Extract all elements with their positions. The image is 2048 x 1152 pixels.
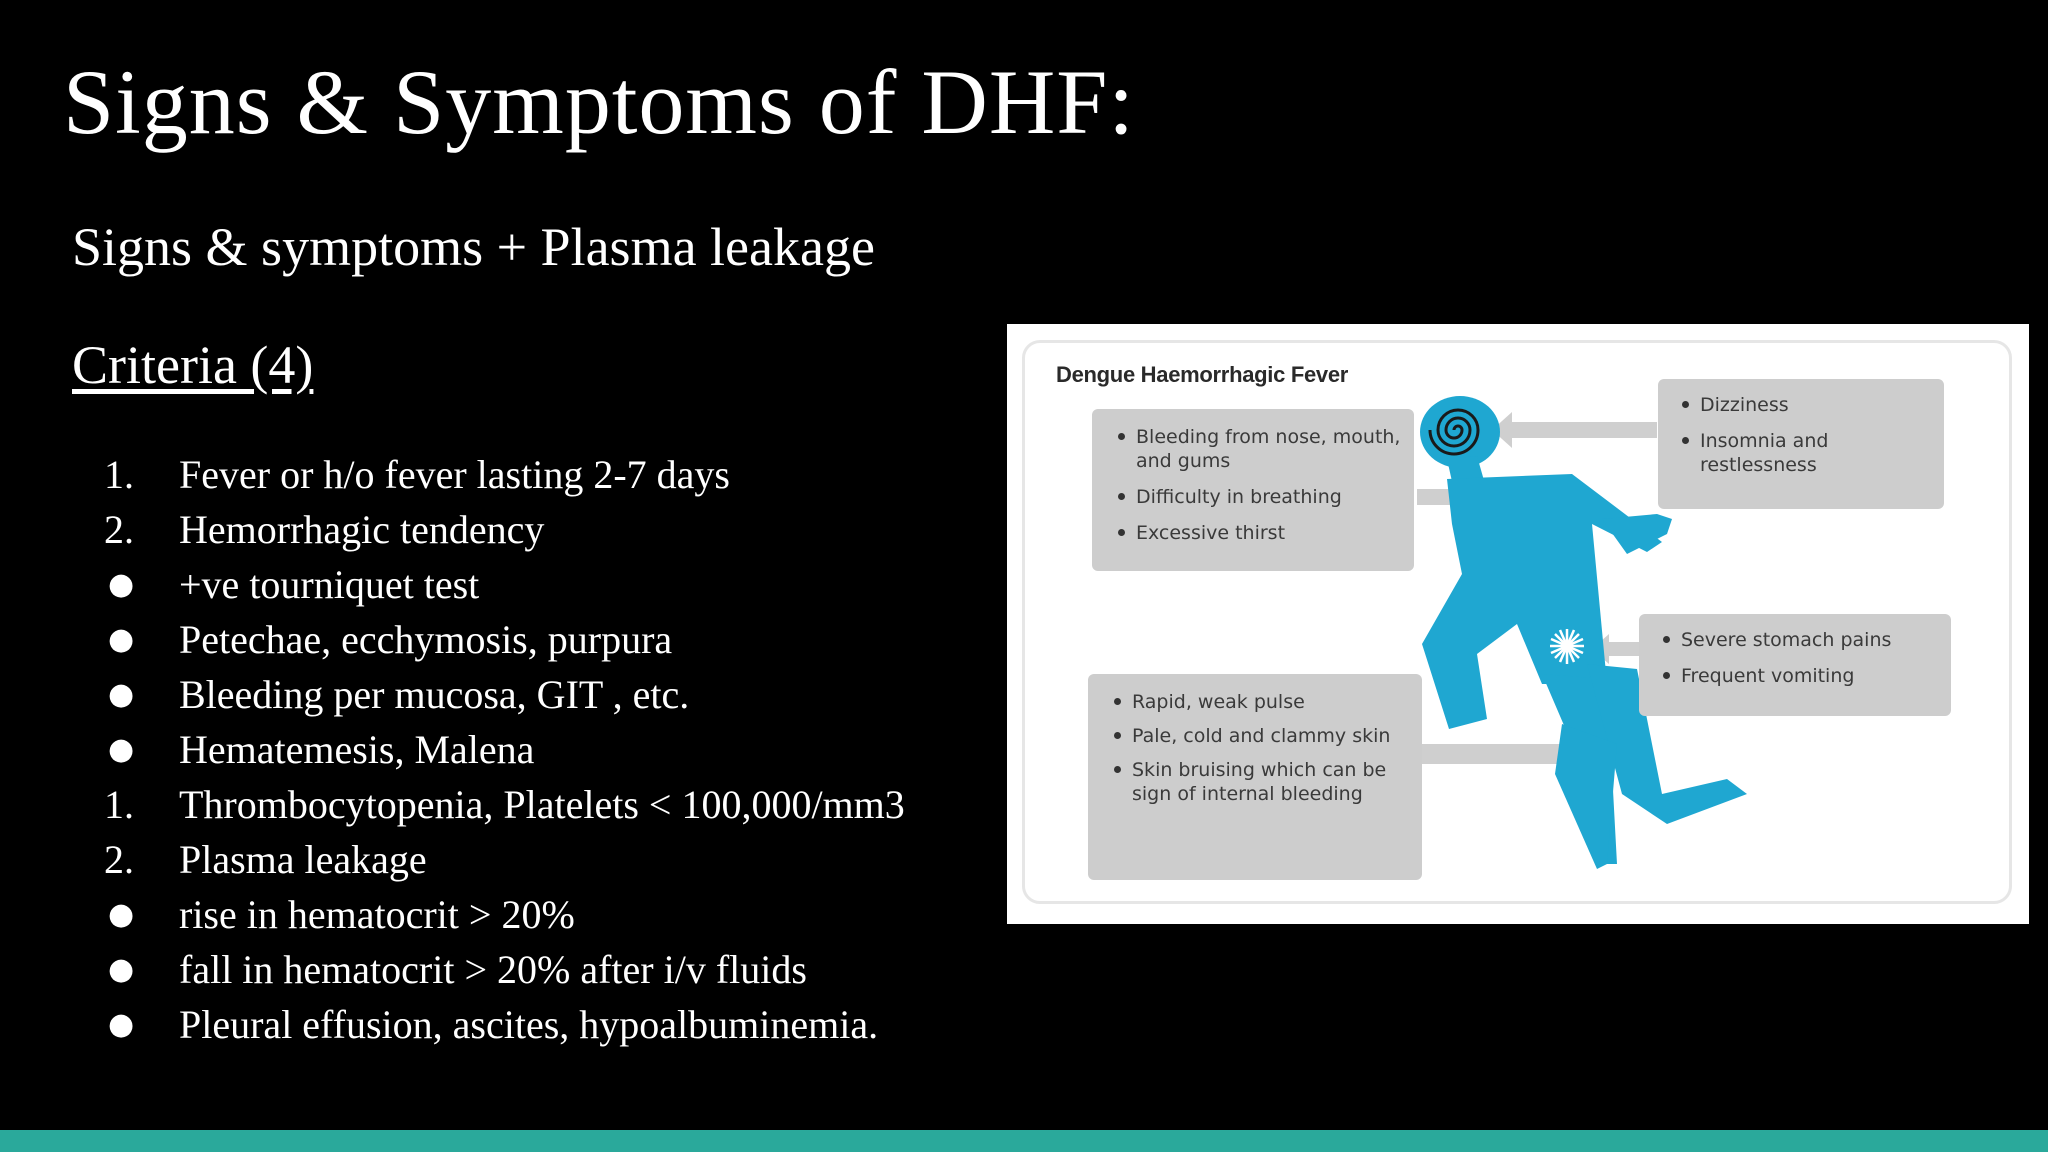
list-item	[100, 722, 905, 777]
list-item-text: Plasma leakage	[179, 837, 427, 882]
list-item	[100, 942, 905, 997]
callout-item: Skin bruising which can be sign of internal bleeding	[1106, 758, 1422, 806]
list-marker: ●	[108, 897, 135, 932]
callout-item: Rapid, weak pulse	[1106, 690, 1422, 714]
list-item	[100, 447, 905, 502]
list-marker: 1.	[104, 782, 134, 827]
accent-bar	[0, 1130, 2048, 1152]
callout-head	[1658, 379, 1944, 509]
list-item-text: Pleural effusion, ascites, hypoalbuminemia.	[179, 1002, 879, 1047]
list-item	[100, 997, 905, 1052]
figure-title: Dengue Haemorrhagic Fever	[1056, 362, 1349, 387]
list-marker: 2.	[104, 837, 134, 882]
callout-item: Bleeding from nose, mouth, and gums	[1110, 425, 1414, 473]
list-marker: ●	[108, 1007, 135, 1042]
list-marker: 2.	[104, 507, 134, 552]
list-item-text: Hematemesis, Malena	[179, 727, 535, 772]
list-marker: ●	[108, 622, 135, 657]
list-marker: ●	[108, 677, 135, 712]
list-item-text: fall in hematocrit > 20% after i/v fluids	[179, 947, 807, 992]
arrow-head	[1492, 412, 1657, 448]
list-marker: ●	[108, 952, 135, 987]
stomach-pain-center	[1561, 640, 1573, 652]
callout-head-chest	[1092, 409, 1414, 571]
list-item-text: +ve tourniquet test	[179, 562, 480, 607]
list-item	[100, 667, 905, 722]
list-item-text: Bleeding per mucosa, GIT , etc.	[179, 672, 690, 717]
list-item-text: Petechae, ecchymosis, purpura	[179, 617, 673, 662]
leg-lower	[1555, 724, 1617, 869]
list-item	[100, 832, 905, 887]
list-item-text: rise in hematocrit > 20%	[179, 892, 575, 937]
callout-item: Insomnia and restlessness	[1674, 429, 1944, 477]
list-item	[100, 777, 905, 832]
list-marker: ●	[108, 732, 135, 767]
list-marker: 1.	[104, 452, 134, 497]
slide-title: Signs & Symptoms of DHF:	[63, 51, 1135, 153]
list-item	[100, 502, 905, 557]
list-item	[100, 557, 905, 612]
callout-item: Excessive thirst	[1110, 521, 1414, 545]
list-item-text: Hemorrhagic tendency	[179, 507, 545, 552]
list-item-text: Thrombocytopenia, Platelets < 100,000/mm3	[179, 782, 905, 827]
callout-item: Frequent vomiting	[1655, 664, 1951, 688]
dhf-figure	[1007, 324, 2029, 924]
list-marker: ●	[108, 567, 135, 602]
callout-item: Pale, cold and clammy skin	[1106, 724, 1422, 748]
criteria-list	[100, 447, 905, 1052]
callout-item: Severe stomach pains	[1655, 628, 1951, 652]
head-shape	[1420, 396, 1500, 468]
slide-subtitle: Signs & symptoms + Plasma leakage	[72, 217, 875, 277]
list-item-text: Fever or h/o fever lasting 2-7 days	[179, 452, 730, 497]
callout-item: Difficulty in breathing	[1110, 485, 1414, 509]
criteria-heading: Criteria (4)	[72, 335, 314, 395]
callout-stomach	[1639, 614, 1951, 716]
list-item	[100, 887, 905, 942]
list-item	[100, 612, 905, 667]
callout-item: Dizziness	[1674, 393, 1944, 417]
callout-body	[1088, 674, 1422, 880]
